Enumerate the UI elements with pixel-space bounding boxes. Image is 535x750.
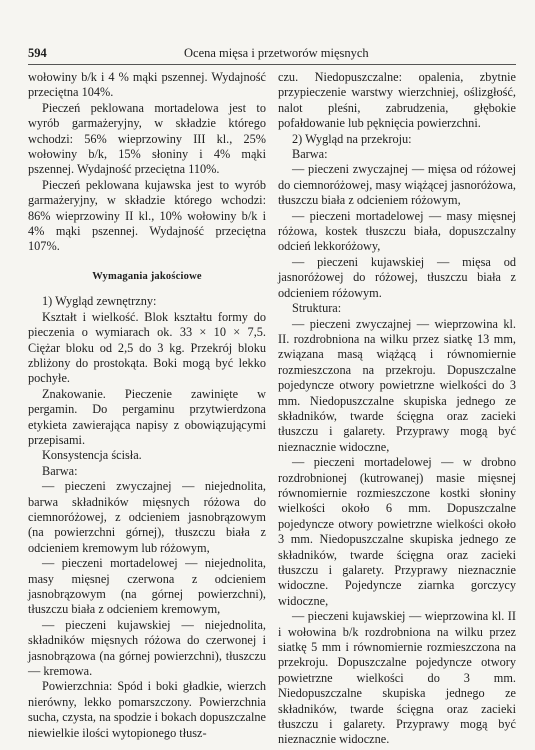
paragraph: Barwa: [292, 147, 328, 162]
paragraph: — pieczeni kujawskiej — wieprzowina kl. II i wołowina b/k rozdrobniona na wilku przez siatkę 5 mm i równomiernie rozmieszczona na przekroju. Dopuszczalne pojedyncze otwory powietrzne wielkości do 3 mm. Niedopuszczalne skupiska jednego ze składników, twarde ścięgna oraz zacieki tłuszczu i galarety. Przyprawy mogą być nieznacznie widoczne. [278, 609, 516, 747]
paragraph: — pieczeni zwyczajnej — wieprzowina kl. II. rozdrobniona na wilku przez siatkę 13 mm, związana masą wiążącą i równomiernie rozmieszczona na przekroju. Dopuszczalne pojedyncze otwory powietrzne wielkości do 3 mm. Niedopuszczalne skupiska jednego ze składników, twarde ścięgna oraz zacieki tłuszczu i galarety. Przyprawy mogą być nieznacznie widoczne, [278, 316, 516, 454]
paragraph: — pieczeni mortadelowej — w drobno rozdrobnionej (kutrowanej) masie mięsnej równomiernie rozmieszczone kostki słoniny wielkości około 6 mm. Dopuszczalne pojedyncze otwory powietrzne wielkości około 3 mm. Niedopuszczalne skupiska jednego ze składników, twarde ścięgna oraz zacieki tłuszczu i galarety. Przyprawy nieznacznie widoczne. Pojedyncze ziarnka gorczycy widoczne, [278, 455, 516, 608]
header-rule [28, 64, 516, 65]
paragraph: czu. Niedopuszczalne: opalenia, zbytnie przypieczenie warstwy wierzchniej, oślizgłość, nalot pleśni, zabrudzenia, głębokie pofałdowanie lub pęknięcia powierzchni. [278, 70, 516, 131]
paragraph: Kształt i wielkość. Blok kształtu formy do pieczenia o wymiarach ok. 33 × 10 × 7,5. Ciężar bloku od 2,5 do 3 kg. Przekrój bloku zbliżony do prostokąta. Boki mogą być lekko pochyłe. [28, 309, 266, 386]
right-column [278, 70, 516, 748]
paragraph: Pieczeń peklowana mortadelowa jest to wyrób garmażeryjny, w składzie którego wchodzi: 56% wieprzowiny III kl., 25% wołowiny b/k, 15% słoniny i 4% mąki pszennej. Wydajność przeciętna 110%. [28, 100, 266, 177]
left-column [28, 70, 266, 741]
section-heading: Wymagania jakościowe [92, 270, 202, 282]
paragraph: — pieczeni mortadelowej — niejednolita, masy mięsnej czerwona z odcieniem jasnobrązowym (na górnej powierzchni), tłuszczu biała z odcieniem kremowym, [28, 556, 266, 617]
paragraph: wołowiny b/k i 4 % mąki pszennej. Wydajność przeciętna 104%. [28, 70, 266, 100]
paragraph: Barwa: [42, 463, 78, 478]
paragraph: — pieczeni zwyczajnej — niejednolita, barwa składników mięsnych różowa do ciemnoróżowej, z odcieniem jasnobrązowym (na powierzchni górnej), tłuszczu biała z odcieniem kremowym lub różowym, [28, 479, 266, 555]
paragraph: Konsystencja ścisła. [42, 448, 142, 463]
running-title: Ocena mięsa i przetworów mięsnych [184, 46, 369, 60]
paragraph: 2) Wygląd na przekroju: [292, 131, 412, 146]
paragraph: 1) Wygląd zewnętrzny: [42, 294, 157, 309]
paragraph: Znakowanie. Pieczenie zawinięte w pergamin. Do pergaminu przytwierdzona etykieta zawierająca napisy z obowiązującymi przepisami. [28, 386, 266, 447]
paragraph: — pieczeni kujawskiej — mięsa od jasnoróżowej do różowej, tłuszczu biała z odcieniem różowym. [278, 254, 516, 300]
paragraph: — pieczeni kujawskiej — niejednolita, składników mięsnych różowa do czerwonej i jasnobrązowa (na górnej powierzchni), tłuszczu — kremowa. [28, 617, 266, 679]
page-header [28, 44, 516, 62]
paragraph: — pieczeni zwyczajnej — mięsa od różowej do ciemnoróżowej, masy wiążącej jasnoróżowa, tłuszczu biała z odcieniem różowym, [278, 162, 516, 208]
paragraph: Pieczeń peklowana kujawska jest to wyrób garmażeryjny, w składzie którego wchodzi: 86% wieprzowiny II kl., 10% wołowiny b/k i 4% mąki pszennej. Wydajność przeciętna 107%. [28, 177, 266, 254]
paragraph: — pieczeni mortadelowej — masy mięsnej różowa, kostek tłuszczu biała, dopuszczalny odcień lekkoróżowy, [278, 208, 516, 254]
paragraph: Struktura: [292, 301, 342, 316]
paragraph: Powierzchnia: Spód i boki gładkie, wierzch nierówny, lekko pomarszczony. Powierzchnia sucha, czysta, na spodzie i bokach dopuszczalne niewielkie ilości wytopionego tłusz- [28, 679, 266, 740]
page-number: 594 [28, 46, 47, 60]
